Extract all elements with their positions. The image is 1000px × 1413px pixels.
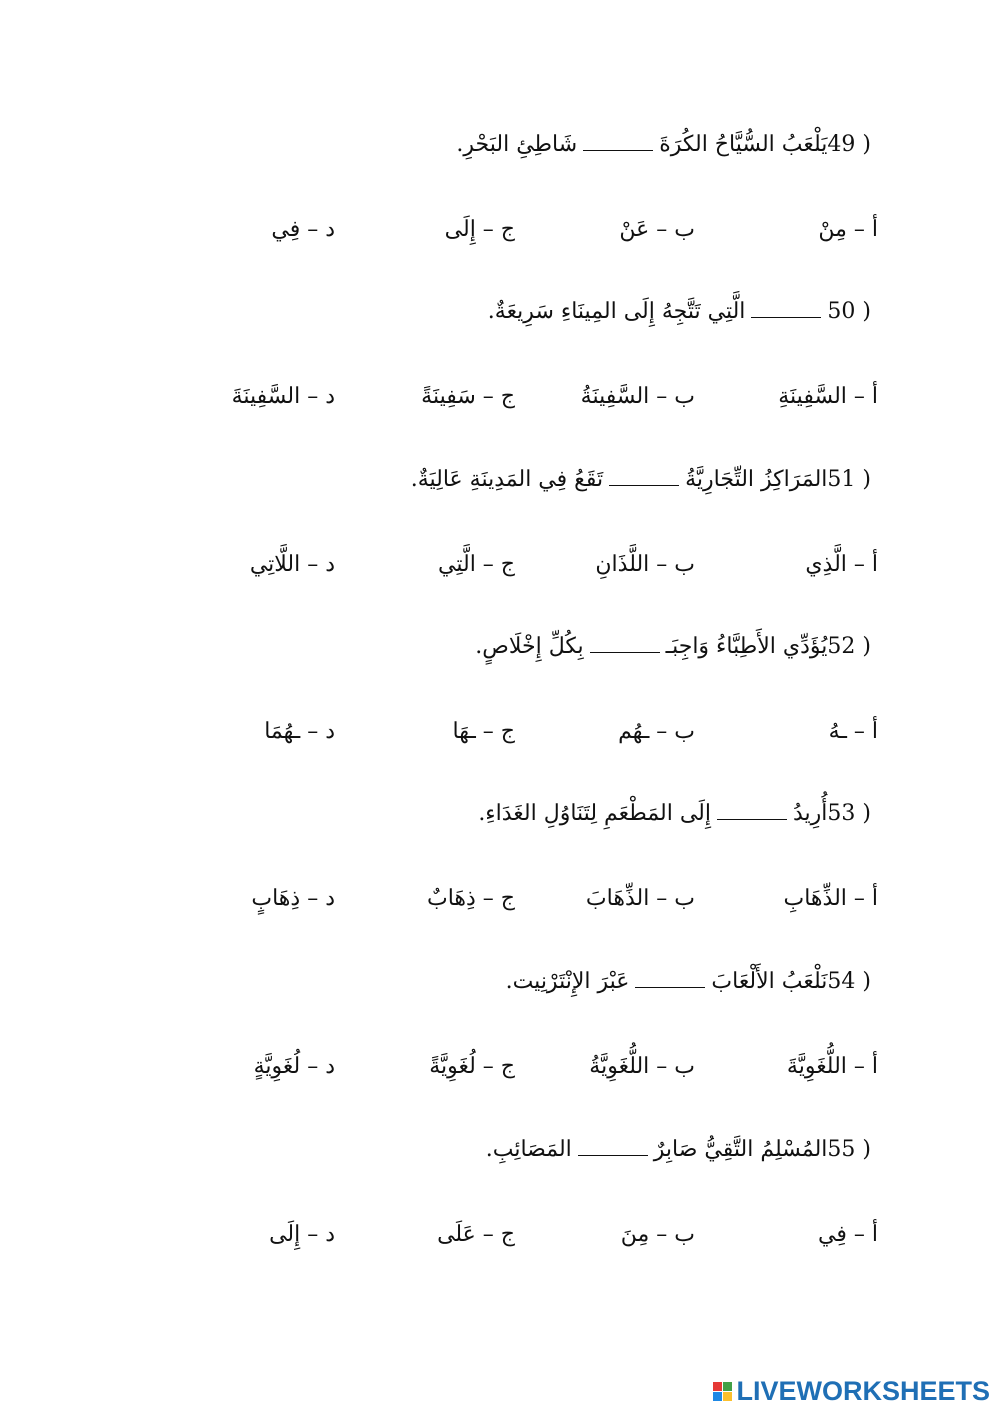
paren: ) [855, 467, 878, 492]
answer-blank[interactable] [590, 634, 660, 653]
options-row [0, 545, 1000, 585]
question-text-after: عَبْرَ الإِنْتَرْنِيت. [505, 969, 630, 994]
answer-blank[interactable] [609, 467, 679, 486]
question-text-after: الَّتِي تَتَّجِهُ إِلَى المِينَاءِ سَرِيعَةٌ. [487, 299, 746, 324]
answer-blank[interactable] [583, 132, 653, 151]
logo-text: LIVEWORKSHEETS [736, 1376, 990, 1406]
answer-blank[interactable] [578, 1137, 648, 1156]
question-number-wrap [827, 634, 878, 659]
option-2[interactable]: ج – ـهَا [452, 719, 515, 744]
option-3[interactable]: د – السَّفِينَةَ [231, 384, 335, 409]
paren: ) [855, 634, 878, 659]
option-3[interactable]: د – ـهُمَا [264, 719, 335, 744]
options-row [0, 712, 1000, 752]
options-row [0, 1215, 1000, 1255]
option-0[interactable]: أ – فِي [818, 1222, 878, 1247]
question-number-wrap [827, 969, 878, 994]
options-row [0, 377, 1000, 417]
options-row [0, 210, 1000, 250]
logo-mark-icon [713, 1382, 732, 1401]
answer-blank[interactable] [751, 299, 821, 318]
answer-blank[interactable] [717, 801, 787, 820]
question-text-after: المَصَائِبِ. [485, 1137, 572, 1162]
option-2[interactable]: ج – الَّتِي [438, 552, 515, 577]
question-text-before: نَلْعَبُ الأَلْعَابَ [711, 969, 828, 994]
question-text-before: المُسْلِمُ التَّقِيُّ صَابِرٌ [653, 1137, 828, 1162]
question-text-before: أُرِيدُ [793, 801, 828, 826]
options-row [0, 879, 1000, 919]
option-1[interactable]: ب – مِنَ [620, 1222, 695, 1247]
option-2[interactable]: ج – عَلَى [437, 1222, 515, 1247]
option-2[interactable]: ج – ذِهَابٌ [427, 886, 515, 911]
question-text-after: بِكُلِّ إِخْلَاصٍ. [475, 634, 584, 659]
question-number: 51 [827, 467, 856, 492]
option-2[interactable]: ج – سَفِينَةً [421, 384, 515, 409]
paren: ) [855, 801, 878, 826]
question-53 [478, 794, 878, 834]
option-0[interactable]: أ – الَّذِي [805, 552, 878, 577]
question-50 [488, 292, 878, 332]
question-number: 54 [827, 969, 856, 994]
question-number-wrap [827, 801, 878, 826]
question-text-before: يَلْعَبُ السُّيَّاحُ الكُرَةَ [659, 132, 828, 157]
question-number: 49 [827, 132, 856, 157]
option-0[interactable]: أ – اللُّغَوِيَّةَ [786, 1054, 878, 1079]
question-55 [486, 1130, 878, 1170]
question-number-wrap [827, 1137, 878, 1162]
question-54 [506, 962, 878, 1002]
question-number: 55 [827, 1137, 856, 1162]
paren: ) [855, 132, 878, 157]
question-51 [411, 460, 878, 500]
question-number: 52 [827, 634, 856, 659]
option-0[interactable]: أ – السَّفِينَةِ [778, 384, 878, 409]
question-number: 53 [827, 801, 856, 826]
option-1[interactable]: ب – عَنْ [619, 217, 695, 242]
option-1[interactable]: ب – السَّفِينَةُ [580, 384, 695, 409]
option-3[interactable]: د – اللَّاتِي [249, 552, 335, 577]
question-text-before: المَرَاكِزُ التِّجَارِيَّةُ [685, 467, 828, 492]
question-text-after: تَقَعُ فِي المَدِينَةِ عَالِيَةٌ. [410, 467, 604, 492]
options-row [0, 1047, 1000, 1087]
option-0[interactable]: أ – ـهُ [828, 719, 878, 744]
question-text-before: يُؤَدِّي الأَطِبَّاءُ وَاجِبَـ [665, 634, 828, 659]
option-0[interactable]: أ – الذِّهَابِ [783, 886, 878, 911]
question-number-wrap [827, 132, 878, 157]
option-3[interactable]: د – ذِهَابٍ [251, 886, 335, 911]
question-number-wrap [827, 299, 878, 324]
question-49 [456, 125, 878, 165]
option-3[interactable]: د – فِي [271, 217, 335, 242]
option-0[interactable]: أ – مِنْ [818, 217, 878, 242]
option-2[interactable]: ج – إِلَى [444, 217, 515, 242]
answer-blank[interactable] [635, 969, 705, 988]
option-2[interactable]: ج – لُغَوِيَّةً [429, 1054, 515, 1079]
option-1[interactable]: ب – ـهُم [618, 719, 695, 744]
liveworksheets-logo [713, 1376, 990, 1407]
paren: ) [855, 299, 878, 324]
question-number-wrap [827, 467, 878, 492]
paren: ) [855, 1137, 878, 1162]
option-1[interactable]: ب – اللُّغَوِيَّةُ [589, 1054, 695, 1079]
question-number: 50 [827, 299, 856, 324]
question-52 [475, 627, 878, 667]
question-text-after: إِلَى المَطْعَمِ لِتَنَاوُلِ الغَدَاءِ. [478, 801, 711, 826]
option-1[interactable]: ب – اللَّذَانِ [595, 552, 695, 577]
option-3[interactable]: د – إِلَى [269, 1222, 335, 1247]
option-1[interactable]: ب – الذِّهَابَ [585, 886, 695, 911]
paren: ) [855, 969, 878, 994]
question-text-after: شَاطِئِ البَحْرِ. [456, 132, 578, 157]
option-3[interactable]: د – لُغَوِيَّةٍ [253, 1054, 335, 1079]
